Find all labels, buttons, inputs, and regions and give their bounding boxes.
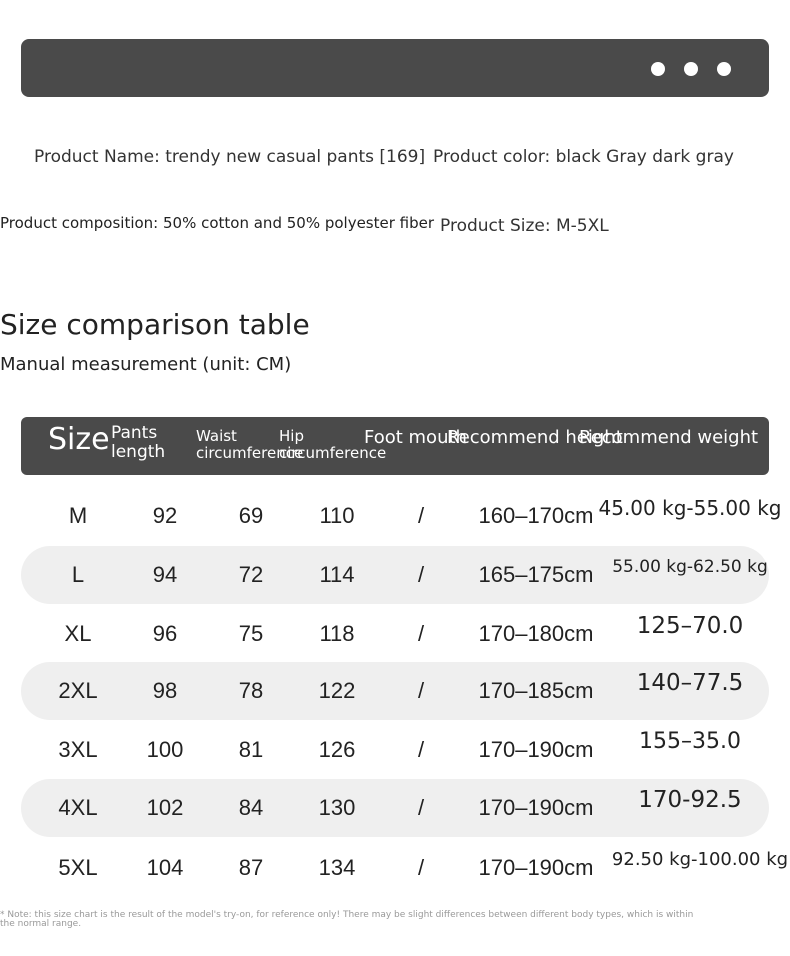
cell-waist: 87	[238, 855, 264, 880]
cell-foot-mouth: /	[417, 678, 425, 703]
table-header	[21, 417, 769, 475]
cell-pants-length: 96	[152, 621, 178, 646]
table-row	[21, 546, 769, 604]
cell-height: 170–190cm	[478, 795, 594, 820]
product-color: Product color: black Gray dark gray	[433, 147, 734, 167]
cell-hip: 110	[319, 503, 355, 528]
cell-size: 5XL	[58, 855, 98, 880]
cell-height: 170–190cm	[478, 855, 594, 880]
cell-hip: 130	[318, 795, 356, 820]
header-recommend-weight: Recommend weight	[579, 427, 759, 448]
cell-foot-mouth: /	[417, 503, 425, 528]
product-composition: Product composition: 50% cotton and 50% polyester fiber	[0, 214, 435, 232]
cell-foot-mouth: /	[417, 621, 425, 646]
cell-pants-length: 100	[146, 737, 184, 762]
header-pants-length: Pants length	[111, 423, 166, 462]
header-hip: Hip circumference	[279, 427, 387, 462]
cell-foot-mouth: /	[417, 737, 425, 762]
cell-hip: 114	[319, 562, 355, 587]
cell-waist: 84	[238, 795, 264, 820]
cell-hip: 118	[319, 621, 355, 646]
cell-hip: 126	[318, 737, 356, 762]
cell-hip: 122	[318, 678, 356, 703]
cell-size: M	[68, 503, 88, 528]
table-row	[21, 839, 789, 897]
cell-size: L	[71, 562, 85, 587]
table-row	[21, 662, 769, 720]
cell-hip: 134	[318, 855, 356, 880]
product-size: Product Size: M-5XL	[440, 216, 609, 236]
page-subtitle: Manual measurement (unit: CM)	[0, 354, 292, 375]
cell-pants-length: 98	[152, 678, 178, 703]
footnote: * Note: this size chart is the result of the model's try-on, for reference only! There may be slight differences between different body types, which is within the normal range.	[0, 910, 694, 929]
cell-size: 3XL	[58, 737, 98, 762]
cell-weight: 155–35.0	[639, 729, 741, 754]
cell-pants-length: 102	[146, 795, 184, 820]
cell-pants-length: 104	[146, 855, 184, 880]
cell-weight: 170-92.5	[638, 787, 742, 813]
cell-height: 160–170cm	[478, 503, 594, 528]
cell-height: 170–185cm	[478, 678, 594, 703]
cell-weight: 125–70.0	[636, 613, 744, 639]
dot-icon	[684, 62, 698, 76]
cell-waist: 72	[238, 562, 264, 587]
cell-size: XL	[64, 621, 92, 646]
cell-size: 2XL	[58, 678, 98, 703]
table-row	[21, 487, 782, 545]
product-name: Product Name: trendy new casual pants [169]	[34, 147, 426, 167]
cell-height: 170–190cm	[478, 737, 594, 762]
cell-waist: 75	[238, 621, 264, 646]
cell-waist: 69	[238, 503, 264, 528]
page-title: Size comparison table	[0, 308, 310, 341]
cell-waist: 78	[238, 678, 264, 703]
table-row	[21, 779, 769, 837]
cell-pants-length: 92	[152, 503, 178, 528]
cell-weight: 140–77.5	[636, 670, 744, 696]
dot-icon	[717, 62, 731, 76]
header-size: Size	[48, 422, 110, 457]
cell-weight: 45.00 kg-55.00 kg	[598, 496, 782, 520]
dot-icon	[651, 62, 665, 76]
cell-foot-mouth: /	[417, 795, 425, 820]
top-banner	[21, 39, 769, 97]
more-menu[interactable]	[651, 62, 731, 76]
header-waist: Waist circumference	[196, 427, 304, 462]
cell-foot-mouth: /	[417, 855, 425, 880]
cell-weight: 92.50 kg-100.00 kg	[611, 849, 789, 870]
cell-foot-mouth: /	[417, 562, 425, 587]
cell-height: 170–180cm	[478, 621, 594, 646]
cell-height: 165–175cm	[478, 562, 594, 587]
cell-pants-length: 94	[152, 562, 178, 587]
cell-waist: 81	[238, 737, 264, 762]
cell-size: 4XL	[58, 795, 98, 820]
header-recommend-height: Recommend height	[447, 427, 623, 448]
header-foot-mouth: Foot mouth	[364, 427, 467, 448]
cell-weight: 55.00 kg-62.50 kg	[612, 557, 768, 577]
